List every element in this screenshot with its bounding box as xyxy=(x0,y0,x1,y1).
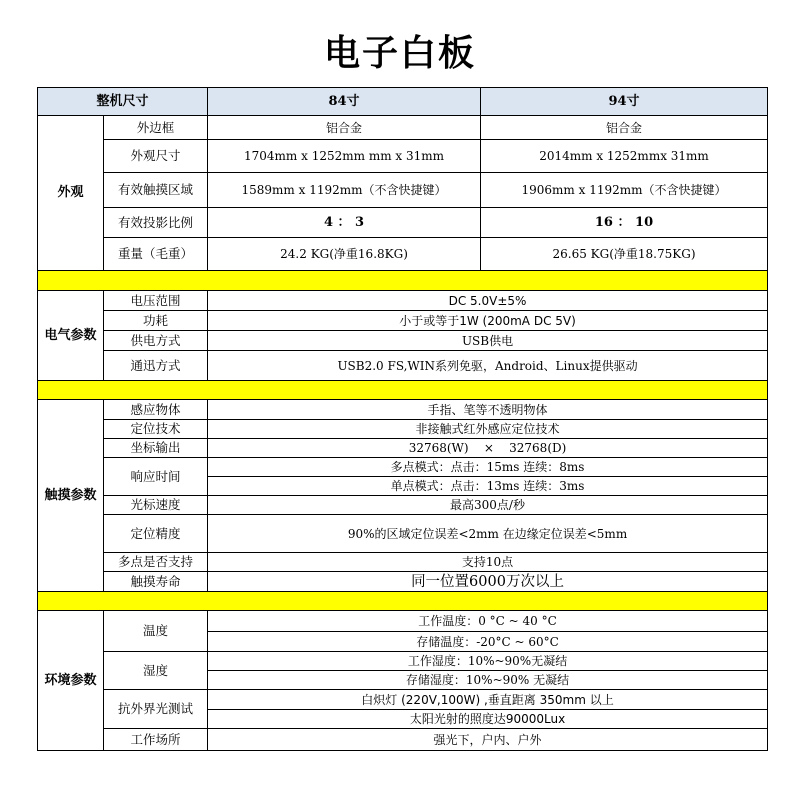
row-label: 通迅方式 xyxy=(104,351,208,381)
value-84: 24.2 KG(净重16.8KG) xyxy=(208,238,481,271)
table-row xyxy=(38,496,768,515)
row-label: 感应物体 xyxy=(104,400,208,420)
table-row xyxy=(38,140,768,173)
table-row xyxy=(38,208,768,238)
table-row xyxy=(38,420,768,439)
row-value: 同一位置6000万次以上 xyxy=(208,572,768,592)
table-row xyxy=(38,238,768,271)
table-row xyxy=(38,729,768,751)
value-94: 铝合金 xyxy=(481,116,768,140)
header-row xyxy=(38,88,768,116)
table-row xyxy=(38,572,768,592)
row-value: 存储湿度：10%~90% 无凝结 xyxy=(208,671,768,690)
table-row xyxy=(38,690,768,710)
row-label: 温度 xyxy=(104,611,208,652)
row-label: 供电方式 xyxy=(104,331,208,351)
category-touch: 触摸参数 xyxy=(38,400,104,592)
row-label: 定位技术 xyxy=(104,420,208,439)
table-row xyxy=(38,331,768,351)
row-value: 多点模式：点击：15ms 连续：8ms xyxy=(208,458,768,477)
value-94: 2014mm x 1252mmx 31mm xyxy=(481,140,768,173)
row-label: 响应时间 xyxy=(104,458,208,496)
row-value: DC 5.0V±5% xyxy=(208,291,768,311)
header-84: 84寸 xyxy=(208,88,481,116)
value-84: 1589mm x 1192mm（不含快捷键） xyxy=(208,173,481,208)
page-title: 电子白板 xyxy=(323,33,476,74)
value-84: 铝合金 xyxy=(208,116,481,140)
table-row xyxy=(38,311,768,331)
separator-cell xyxy=(38,592,768,611)
row-value: 90%的区域定位误差<2mm 在边缘定位误差<5mm xyxy=(208,515,768,553)
row-label: 坐标输出 xyxy=(104,439,208,458)
row-value: 白炽灯 (220V,100W) ,垂直距离 350mm 以上 xyxy=(208,690,768,710)
table-row xyxy=(38,351,768,381)
value-94: 1906mm x 1192mm（不含快捷键） xyxy=(481,173,768,208)
row-value: 小于或等于1W (200mA DC 5V) xyxy=(208,311,768,331)
separator-row xyxy=(38,592,768,611)
value-94: 16 ： 10 xyxy=(481,208,768,238)
row-label: 重量（毛重） xyxy=(104,238,208,271)
table-row xyxy=(38,553,768,572)
category-environment: 环境参数 xyxy=(38,611,104,751)
row-value: 手指、笔等不透明物体 xyxy=(208,400,768,420)
row-label: 抗外界光测试 xyxy=(104,690,208,729)
separator-cell xyxy=(38,381,768,400)
row-label: 工作场所 xyxy=(104,729,208,751)
row-label: 有效投影比例 xyxy=(104,208,208,238)
value-84: 1704mm x 1252mm mm x 31mm xyxy=(208,140,481,173)
table-row xyxy=(38,173,768,208)
table-row xyxy=(38,611,768,632)
row-label: 湿度 xyxy=(104,652,208,690)
row-label: 有效触摸区域 xyxy=(104,173,208,208)
separator-cell xyxy=(38,271,768,291)
row-label: 定位精度 xyxy=(104,515,208,553)
row-value: 工作温度：0 °C ~ 40 °C xyxy=(208,611,768,632)
category-appearance: 外观 xyxy=(38,116,104,271)
row-label: 外观尺寸 xyxy=(104,140,208,173)
header-size: 整机尺寸 xyxy=(38,88,208,116)
row-value: USB供电 xyxy=(208,331,768,351)
row-value: 存储温度：-20°C ~ 60°C xyxy=(208,632,768,652)
row-value: 工作湿度：10%~90%无凝结 xyxy=(208,652,768,671)
row-value: 非接触式红外感应定位技术 xyxy=(208,420,768,439)
table-row xyxy=(38,400,768,420)
row-value: 最高300点/秒 xyxy=(208,496,768,515)
row-label: 光标速度 xyxy=(104,496,208,515)
row-value: 单点模式：点击：13ms 连续：3ms xyxy=(208,477,768,496)
table-row xyxy=(38,291,768,311)
row-label: 触摸寿命 xyxy=(104,572,208,592)
row-value: USB2.0 FS,WIN系列免驱，Android、Linux提供驱动 xyxy=(208,351,768,381)
row-value: 支持10点 xyxy=(208,553,768,572)
value-84: 4 ： 3 xyxy=(208,208,481,238)
category-electrical: 电气参数 xyxy=(38,291,104,381)
row-value: 32768(W) × 32768(D) xyxy=(208,439,768,458)
table-row xyxy=(38,116,768,140)
row-label: 电压范围 xyxy=(104,291,208,311)
row-value: 太阳光射的照度达90000Lux xyxy=(208,710,768,729)
value-94: 26.65 KG(净重18.75KG) xyxy=(481,238,768,271)
row-label: 外边框 xyxy=(104,116,208,140)
header-94: 94寸 xyxy=(481,88,768,116)
row-label: 功耗 xyxy=(104,311,208,331)
separator-row xyxy=(38,381,768,400)
table-row xyxy=(38,515,768,553)
table-row xyxy=(38,439,768,458)
separator-row xyxy=(38,271,768,291)
spec-table xyxy=(37,87,768,751)
row-label: 多点是否支持 xyxy=(104,553,208,572)
row-value: 强光下，户内、户外 xyxy=(208,729,768,751)
table-row xyxy=(38,652,768,671)
table-row xyxy=(38,458,768,477)
